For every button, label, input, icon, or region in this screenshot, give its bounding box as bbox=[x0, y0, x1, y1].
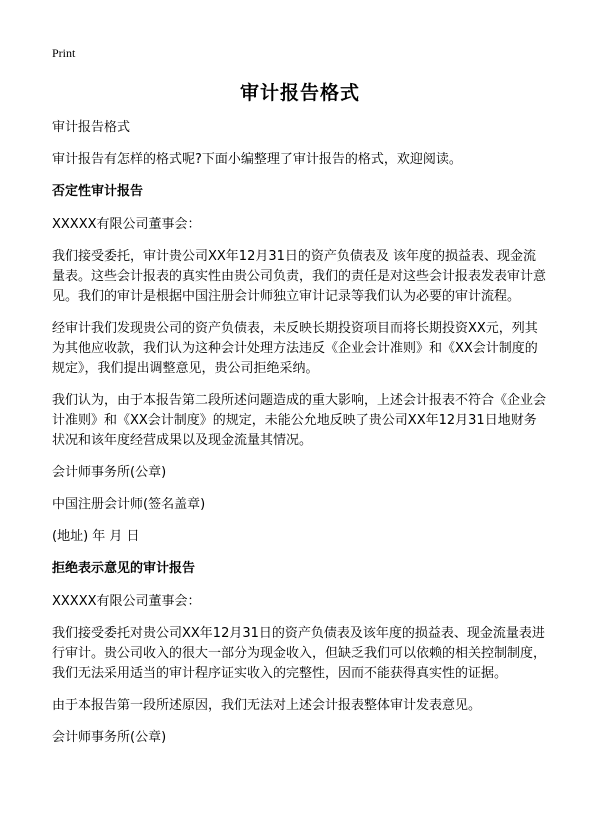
print-link[interactable]: Print bbox=[52, 46, 76, 60]
cpa-signature-line: 中国注册会计师(签名盖章) bbox=[52, 497, 206, 512]
addressee-line: XXXXX有限公司董事会： bbox=[52, 594, 201, 609]
address-date-line: (地址) 年 月 日 bbox=[52, 529, 140, 544]
body-paragraph: 由于本报告第一段所述原因，我们无法对上述会计报表整体审计发表意见。 bbox=[52, 698, 482, 713]
body-paragraph: 经审计我们发现贵公司的资产负债表，未反映长期投资项目而将长期投资XX元，列其为其他应收款，我们认为这种会计处理方法违反《企业会计准则》和《XX会计制度的规定》，我们提出调整意见，贵公司拒绝采纳。 bbox=[52, 321, 538, 376]
document-body bbox=[52, 118, 548, 760]
addressee-line: XXXXX有限公司董事会： bbox=[52, 217, 201, 232]
body-paragraph: 我们接受委托对贵公司XX年12月31日的资产负债表及该年度的损益表、现金流量表进行审计。贵公司收入的很大一部分为现金收入，但缺乏我们可以依赖的相关控制制度，我们无法采用适当的审计程序证实收入的完整性，因而不能获得真实性的证据。 bbox=[52, 626, 547, 681]
firm-seal-line: 会计师事务所(公章) bbox=[52, 730, 167, 745]
page-title: 审计报告格式 bbox=[239, 82, 360, 104]
firm-seal-line: 会计师事务所(公章) bbox=[52, 465, 167, 480]
intro-title-text: 审计报告格式 bbox=[52, 120, 131, 135]
intro-paragraph: 审计报告有怎样的格式呢?下面小编整理了审计报告的格式，欢迎阅读。 bbox=[52, 152, 462, 167]
section-heading-disclaimer: 拒绝表示意见的审计报告 bbox=[52, 561, 196, 576]
body-paragraph: 我们认为，由于本报告第二段所述问题造成的重大影响，上述会计报表不符合《企业会计准则》和《XX会计制度》的规定，未能公允地反映了贵公司XX年12月31日地财务状况和该年度经营成果以及现金流量其情况。 bbox=[52, 393, 547, 448]
section-heading-adverse: 否定性审计报告 bbox=[52, 184, 144, 199]
body-paragraph: 我们接受委托，审计贵公司XX年12月31日的资产负债表及 该年度的损益表、现金流量表。这些会计报表的真实性由贵公司负责，我们的责任是对这些会计报表发表审计意见。我们的审计是根据中国注册会计师独立审计记录等我们认为必要的审计流程。 bbox=[52, 249, 547, 304]
